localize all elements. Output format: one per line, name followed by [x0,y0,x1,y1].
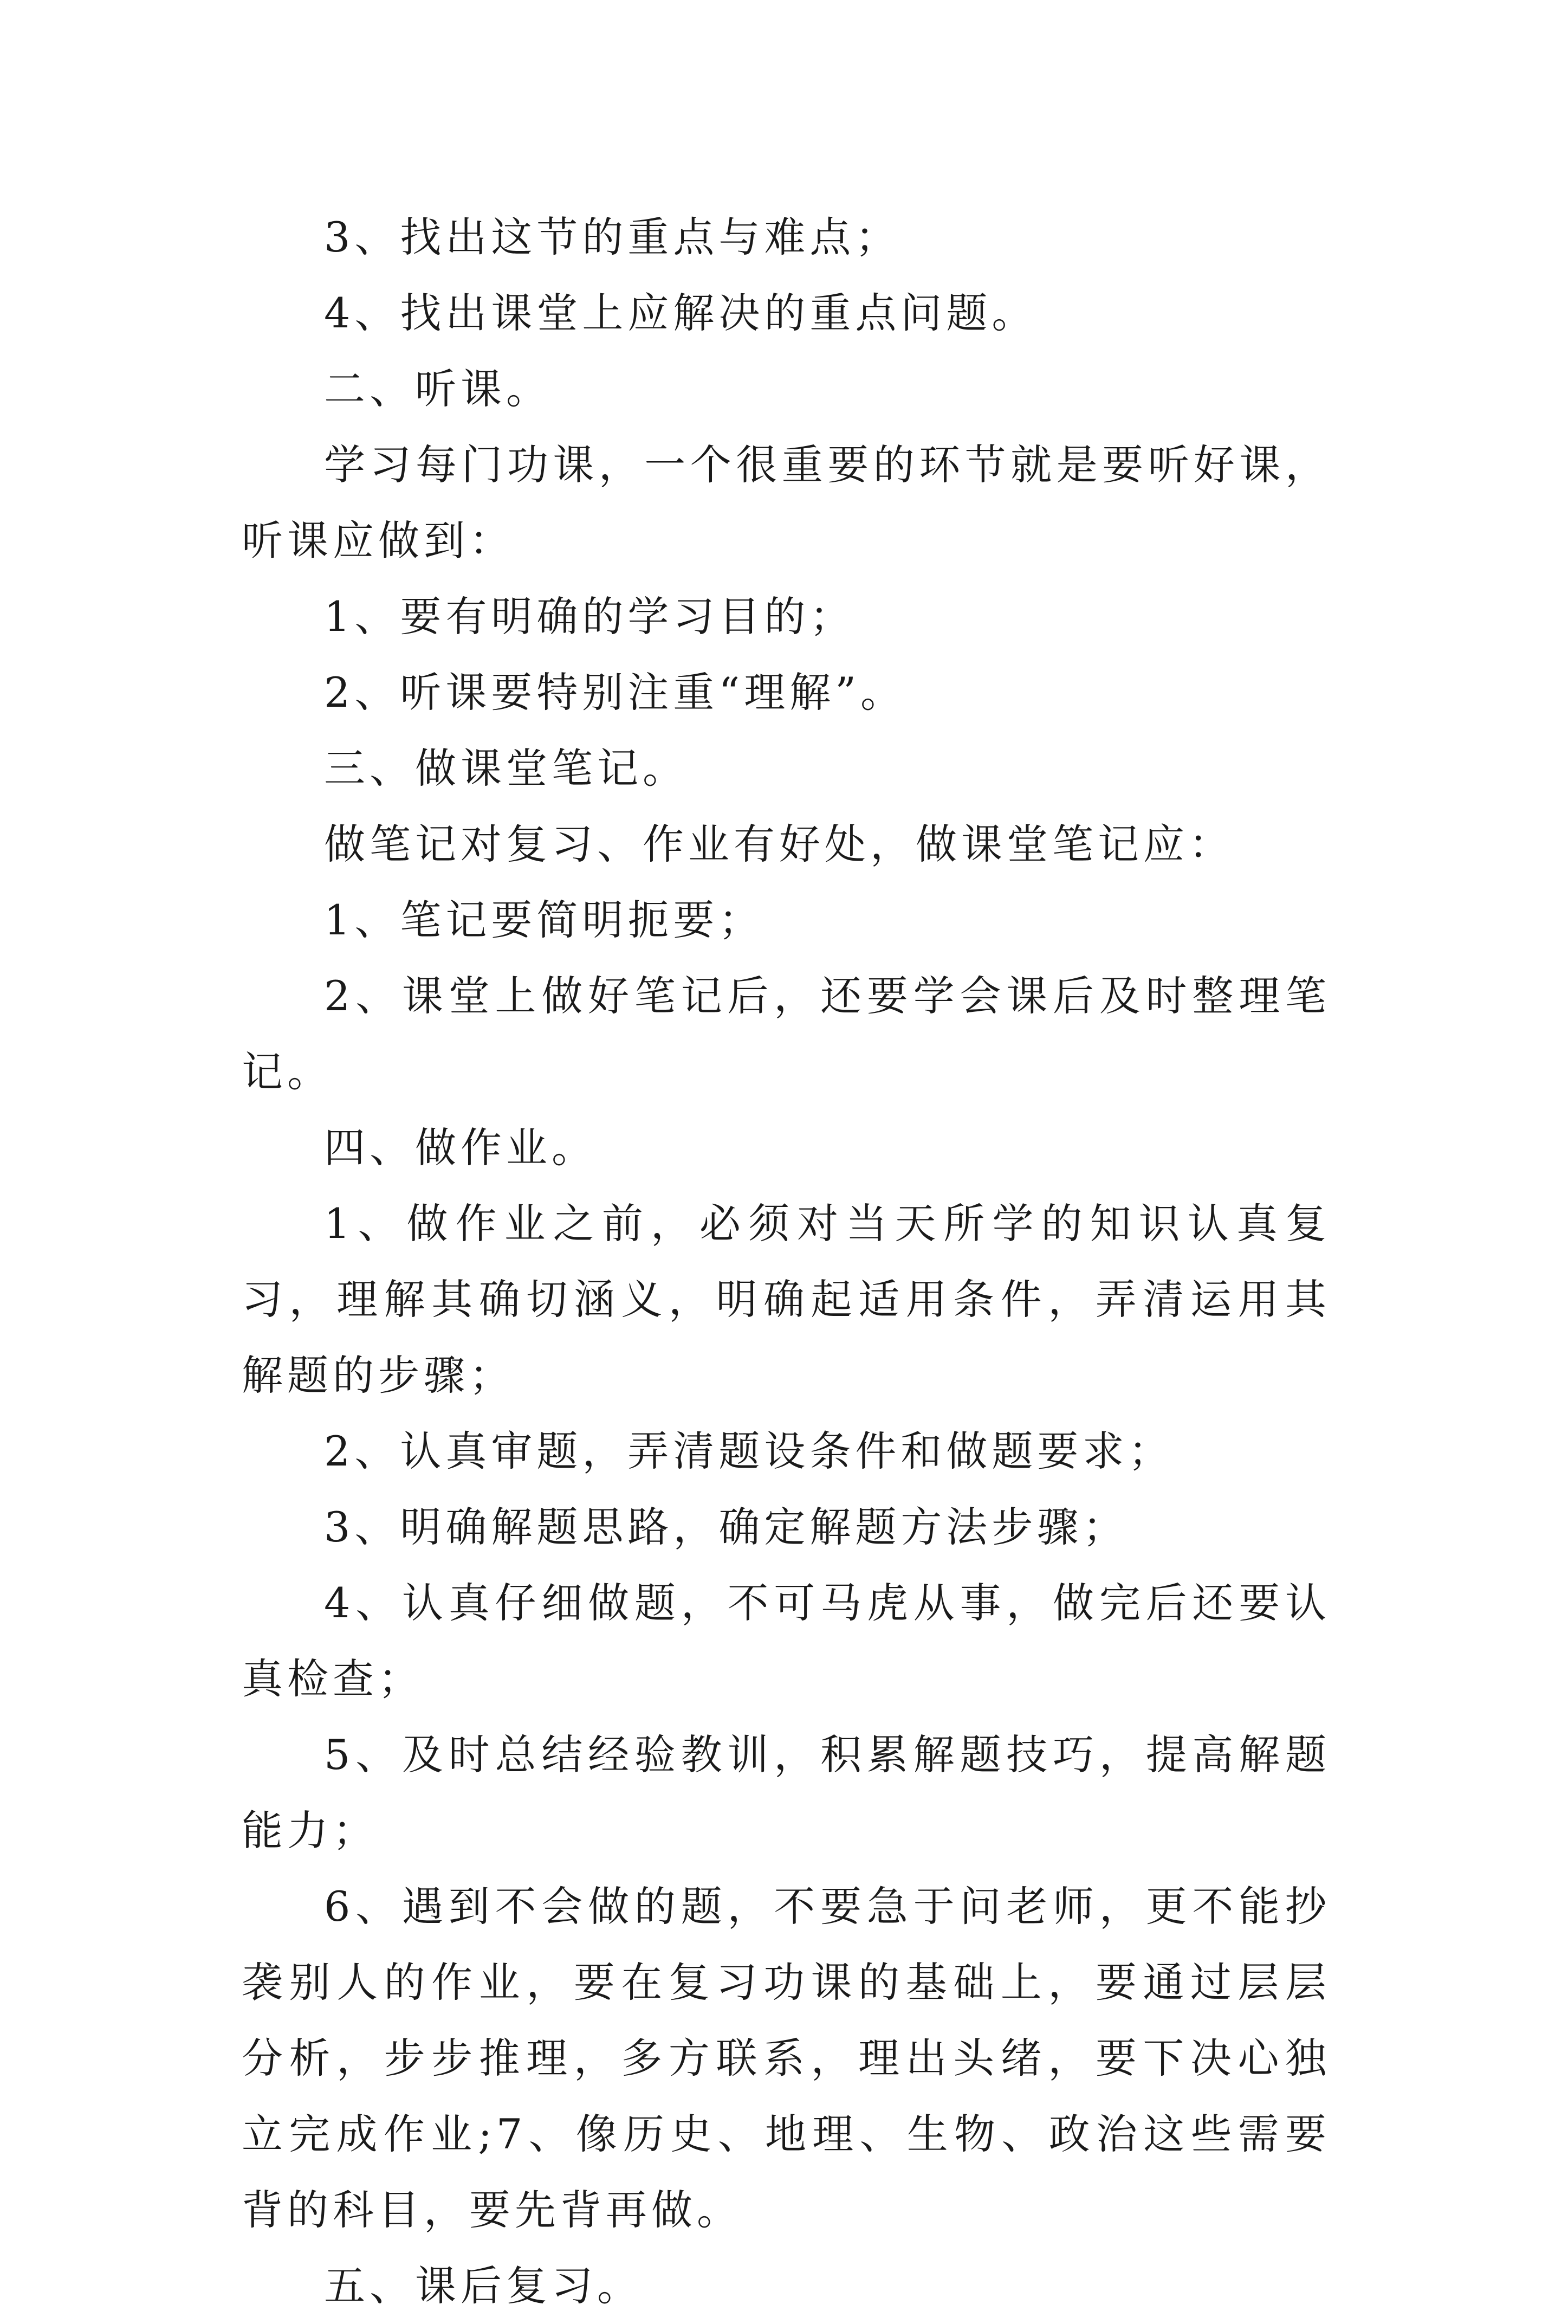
heading-homework: 四、做作业。 [324,1124,597,1172]
paragraph-listen-goal: 1、要有明确的学习目的； [324,592,856,641]
paragraph-listen-intro: 学习每门功课，一个很重要的环节就是要听好课，听课应做到： [242,441,1331,565]
paragraph-key-points: 3、找出这节的重点与难点； [324,213,901,261]
heading-listen: 二、听课。 [324,365,552,413]
paragraph-homework-careful: 4、认真仔细做题，不可马虎从事，做完后还要认真检查； [242,1579,1331,1703]
paragraph-homework-approach: 3、明确解题思路，确定解题方法步骤； [324,1503,1129,1551]
paragraph-homework-review: 1、做作业之前，必须对当天所学的知识认真复习，理解其确切涵义，明确起适用条件，弄清运用其解题的步骤； [242,1199,1331,1399]
paragraph-notes-organize: 2、课堂上做好笔记后，还要学会课后及时整理笔记。 [242,972,1331,1096]
paragraph-key-questions: 4、找出课堂上应解决的重点问题。 [324,289,1038,337]
heading-review: 五、课后复习。 [324,2262,643,2310]
paragraph-listen-understand: 2、听课要特别注重“理解”。 [324,668,906,716]
paragraph-homework-independent: 6、遇到不会做的题，不要急于问老师，更不能抄袭别人的作业，要在复习功课的基础上，要通过层层分析，步步推理，多方联系，理出头绪，要下决心独立完成作业;7、像历史、地理、生物、政治这些需要背的科目，要先背再做。 [242,1882,1331,2234]
document-body [242,199,1331,2324]
paragraph-notes-concise: 1、笔记要简明扼要； [324,896,764,944]
paragraph-homework-summary: 5、及时总结经验教训，积累解题技巧，提高解题能力； [242,1731,1331,1855]
paragraph-homework-read: 2、认真审题，弄清题设条件和做题要求； [324,1427,1174,1475]
heading-notes: 三、做课堂笔记。 [324,744,688,792]
paragraph-notes-intro: 做笔记对复习、作业有好处，做课堂笔记应： [324,820,1234,868]
